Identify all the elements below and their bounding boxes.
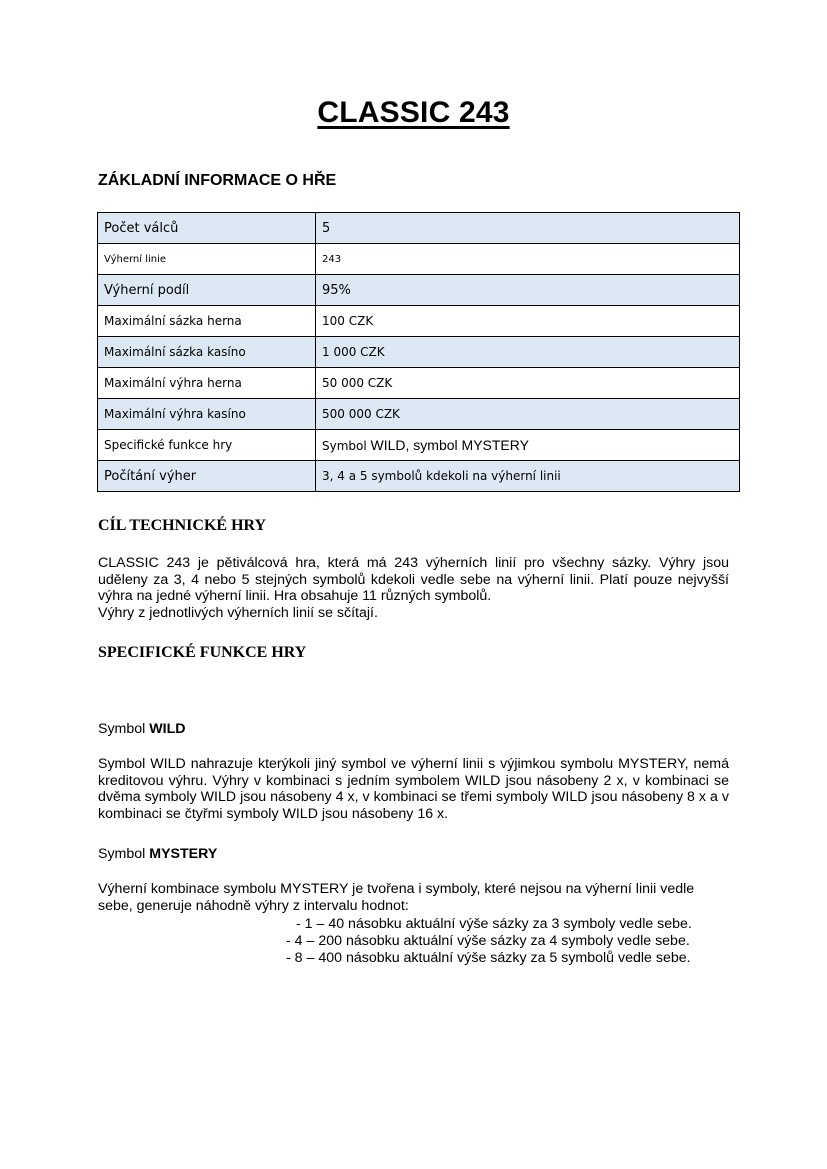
row-value: 100 CZK (316, 306, 740, 337)
mystery-bullet-list (286, 916, 692, 967)
mystery-paragraph: Výherní kombinace symbolu MYSTERY je tvořena i symboly, které nejsou na výherní linii vedle sebe, generuje náhodně výhry z intervalu hodnot: (98, 881, 695, 914)
row-value-prefix: Symbol (322, 439, 371, 453)
document-title: CLASSIC 243 (317, 96, 510, 129)
row-label: Výherní linie (98, 244, 316, 275)
table-row (98, 337, 740, 368)
wild-paragraph: Symbol WILD nahrazuje kterýkoli jiný symbol ve výherní linii s výjimkou symbolu MYSTERY, nemá kreditovou výhru. Výhry v kombinaci s jedním symbolem WILD jsou násobeny 2 x, v kombinaci se dvěma symboly WILD jsou násobeny 4 x, v kombinaci se třemi symboly WILD jsou násobeny 8 x a v kombinaci se čtyřmi symboly WILD jsou násobeny 16 x. (98, 756, 729, 822)
goal-text: CLASSIC 243 je pětiválcová hra, která má 243 výherních linií pro všechny sázky. Výhry jsou uděleny za 3, 4 nebo 5 stejných symbolů kdekoli vedle sebe na výherní linii. Platí pouze nejvyšší výhra na jedné výherní linii. Hra obsahuje 11 různých symbolů. (98, 555, 729, 604)
row-value: 5 (316, 213, 740, 244)
wild-label: WILD (149, 721, 186, 737)
goal-heading: CÍL TECHNICKÉ HRY (98, 517, 267, 534)
row-label: Specifické funkce hry (98, 430, 316, 461)
table-row (98, 368, 740, 399)
wild-subheading (98, 721, 186, 737)
table-row (98, 461, 740, 492)
list-item: - 1 – 40 násobku aktuální výše sázky za 3 symboly vedle sebe. (296, 916, 692, 932)
row-label: Počet válců (98, 213, 316, 244)
mystery-label: MYSTERY (149, 846, 218, 862)
row-value: 3, 4 a 5 symbolů kdekoli na výherní linii (316, 461, 740, 492)
table-row (98, 399, 740, 430)
row-value: 95% (316, 275, 740, 306)
basic-info-table (97, 212, 740, 492)
row-label: Výherní podíl (98, 275, 316, 306)
goal-paragraph (98, 555, 729, 621)
mystery-label-prefix: Symbol (98, 846, 150, 862)
row-label: Maximální sázka kasíno (98, 337, 316, 368)
basic-info-heading: ZÁKLADNÍ INFORMACE O HŘE (98, 172, 337, 189)
table-row (98, 213, 740, 244)
list-item: - 8 – 400 násobku aktuální výše sázky za 5 symbolů vedle sebe. (286, 950, 691, 966)
goal-text-2: Výhry z jednotlivých výherních linií se sčítají. (98, 604, 378, 621)
row-value-text: WILD, symbol MYSTERY (370, 437, 529, 453)
row-label: Maximální sázka herna (98, 306, 316, 337)
row-value: 50 000 CZK (316, 368, 740, 399)
mystery-subheading (98, 846, 217, 862)
row-value: 500 000 CZK (316, 399, 740, 430)
row-label: Maximální výhra kasíno (98, 399, 316, 430)
row-value: 243 (316, 244, 740, 275)
row-value (316, 430, 740, 461)
row-value: 1 000 CZK (316, 337, 740, 368)
table-row (98, 430, 740, 461)
features-heading: SPECIFICKÉ FUNKCE HRY (98, 644, 307, 661)
table-row (98, 244, 740, 275)
row-label: Počítání výher (98, 461, 316, 492)
wild-label-prefix: Symbol (98, 721, 150, 737)
row-label: Maximální výhra herna (98, 368, 316, 399)
table-row (98, 306, 740, 337)
list-item: - 4 – 200 násobku aktuální výše sázky za 4 symboly vedle sebe. (286, 933, 690, 949)
table-row (98, 275, 740, 306)
